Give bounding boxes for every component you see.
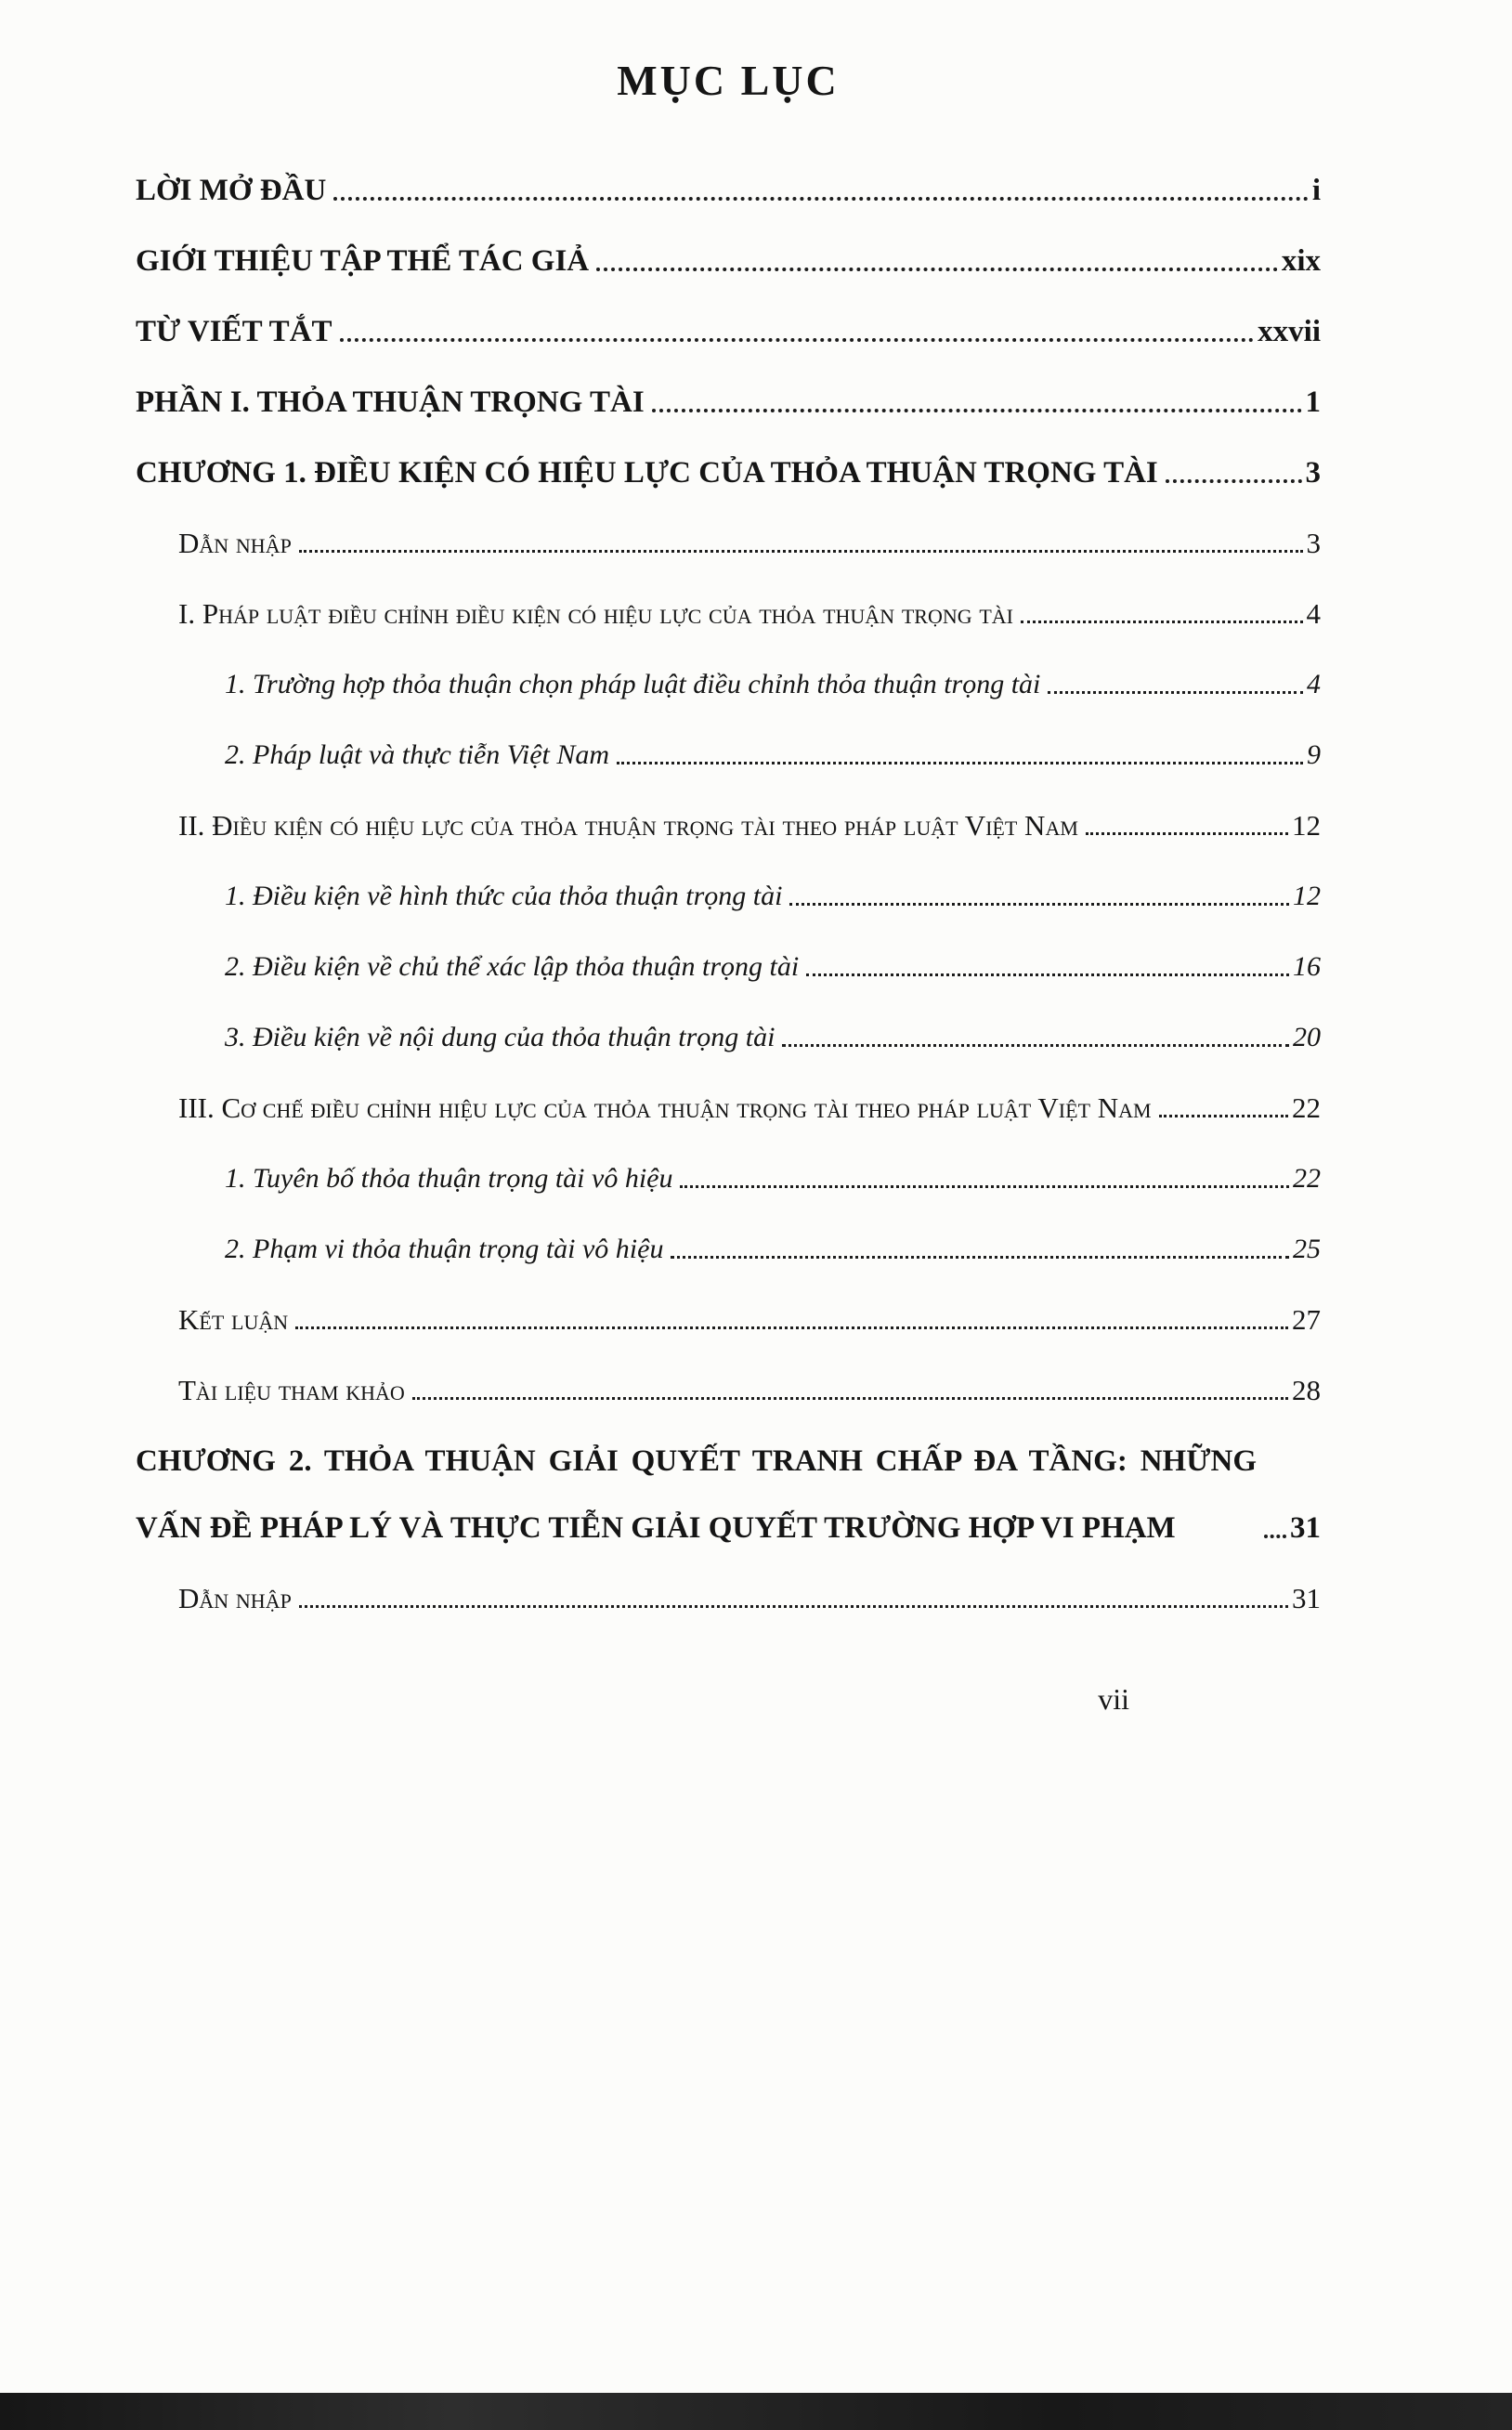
toc-entry-page: 3: [1306, 527, 1321, 559]
dot-leader: [806, 973, 1289, 976]
toc-entry-page: xxvii: [1258, 315, 1321, 348]
toc-entry-page: 4: [1307, 669, 1321, 699]
toc-entry: [136, 1287, 1321, 1353]
toc-entry: [136, 1145, 1321, 1212]
toc-entry-label: Dẫn nhập: [178, 527, 292, 559]
toc-entry-label: GIỚI THIỆU TẬP THỂ TÁC GIẢ: [136, 244, 590, 278]
scan-edge-bar: [0, 2393, 1512, 2430]
toc-entry-label: 1. Tuyên bố thỏa thuận trọng tài vô hiệu: [225, 1163, 673, 1194]
toc-entry-label: 2. Pháp luật và thực tiễn Việt Nam: [225, 739, 610, 770]
toc-entry-label: Dẫn nhập: [178, 1582, 292, 1614]
dot-leader: [1048, 691, 1303, 694]
dot-leader: [1264, 1535, 1286, 1538]
toc-entry-page: 16: [1293, 951, 1321, 982]
page-number: vii: [1098, 1682, 1129, 1716]
toc-entry-page: 27: [1292, 1303, 1321, 1336]
dot-leader: [617, 762, 1303, 764]
toc-list: [136, 157, 1321, 1632]
toc-entry: [136, 1565, 1321, 1632]
toc-entry: [136, 722, 1321, 789]
toc-entry-label: II. Điều kiện có hiệu lực của thỏa thuận trọng tài theo pháp luật Việt Nam: [178, 809, 1078, 842]
dot-leader: [295, 1326, 1288, 1329]
toc-entry-label: Kết luận: [178, 1303, 289, 1336]
toc-entry: [136, 1216, 1321, 1283]
toc-entry-page: 31: [1290, 1511, 1321, 1545]
toc-entry: [136, 298, 1321, 365]
toc-entry-label: 1. Trường hợp thỏa thuận chọn pháp luật điều chỉnh thỏa thuận trọng tài: [225, 669, 1041, 699]
dot-leader: [1086, 832, 1288, 835]
toc-entry: [136, 1357, 1321, 1424]
toc-entry-label: TỪ VIẾT TẮT: [136, 315, 332, 348]
dot-leader: [652, 409, 1302, 412]
toc-entry-label: CHƯƠNG 1. ĐIỀU KIỆN CÓ HIỆU LỰC CỦA THỎA THUẬN TRỌNG TÀI: [136, 456, 1158, 490]
toc-entry-page: 9: [1307, 739, 1321, 770]
toc-entry-label: III. Cơ chế điều chỉnh hiệu lực của thỏa thuận trọng tài theo pháp luật Việt Nam: [178, 1091, 1152, 1124]
toc-entry-page: 4: [1306, 597, 1321, 630]
toc-entry-label: I. Pháp luật điều chỉnh điều kiện có hiệu lực của thỏa thuận trọng tài: [178, 597, 1014, 630]
toc-entry: [136, 157, 1321, 224]
toc-entry-page: xix: [1281, 244, 1321, 278]
toc-entry-label: 1. Điều kiện về hình thức của thỏa thuận trọng tài: [225, 881, 783, 911]
toc-entry-page: 22: [1292, 1091, 1321, 1124]
dot-leader: [782, 1044, 1289, 1047]
toc-entry-page: 25: [1293, 1234, 1321, 1264]
toc-entry-label: Tài liệu tham khảo: [178, 1374, 405, 1406]
dot-leader: [299, 550, 1303, 553]
dot-leader: [680, 1185, 1289, 1188]
toc-entry: [136, 1004, 1321, 1071]
toc-entry-page: 12: [1292, 809, 1321, 842]
toc-entry: [136, 581, 1321, 647]
dot-leader: [789, 903, 1289, 906]
dot-leader: [1021, 621, 1302, 623]
dot-leader: [333, 197, 1308, 201]
toc-entry-page: i: [1311, 174, 1321, 207]
toc-entry: [136, 510, 1321, 577]
toc-entry-label: PHẦN I. THỎA THUẬN TRỌNG TÀI: [136, 385, 645, 419]
toc-entry-page: 31: [1292, 1582, 1321, 1614]
toc-entry-page: 12: [1293, 881, 1321, 911]
toc-entry-label: 3. Điều kiện về nội dung của thỏa thuận trọng tài: [225, 1022, 776, 1052]
toc-entry: [136, 863, 1321, 930]
dot-leader: [671, 1256, 1289, 1259]
dot-leader: [1159, 1115, 1288, 1117]
dot-leader: [340, 338, 1255, 342]
page-title: MỤC LỤC: [617, 57, 840, 104]
toc-entry: [136, 651, 1321, 718]
toc-entry-page: 1: [1305, 385, 1321, 419]
dot-leader: [299, 1605, 1288, 1608]
toc-entry-label: 2. Phạm vi thỏa thuận trọng tài vô hiệu: [225, 1234, 664, 1264]
dot-leader: [596, 268, 1278, 271]
dot-leader: [412, 1397, 1288, 1400]
toc-entry-page: 28: [1292, 1374, 1321, 1406]
dot-leader: [1166, 479, 1302, 483]
toc-entry: [136, 934, 1321, 1000]
toc-entry-label: CHƯƠNG 2. THỎA THUẬN GIẢI QUYẾT TRANH CHẤP ĐA TẦNG: NHỮNG VẤN ĐỀ PHÁP LÝ VÀ THỰC TIỄN GIẢI QUYẾT TRƯỜNG HỢP VI PHẠM: [136, 1444, 1257, 1545]
toc-entry: [136, 369, 1321, 436]
toc-entry: [136, 792, 1321, 859]
toc-entry: [136, 439, 1321, 506]
toc-entry-label: 2. Điều kiện về chủ thể xác lập thỏa thuận trọng tài: [225, 951, 800, 982]
toc-entry-page: 20: [1293, 1022, 1321, 1052]
toc-entry: [136, 228, 1321, 294]
toc-entry: [136, 1428, 1321, 1561]
toc-entry: [136, 1075, 1321, 1142]
toc-entry-page: 3: [1305, 456, 1321, 490]
toc-entry-label: LỜI MỞ ĐẦU: [136, 174, 327, 207]
toc-entry-page: 22: [1293, 1163, 1321, 1194]
